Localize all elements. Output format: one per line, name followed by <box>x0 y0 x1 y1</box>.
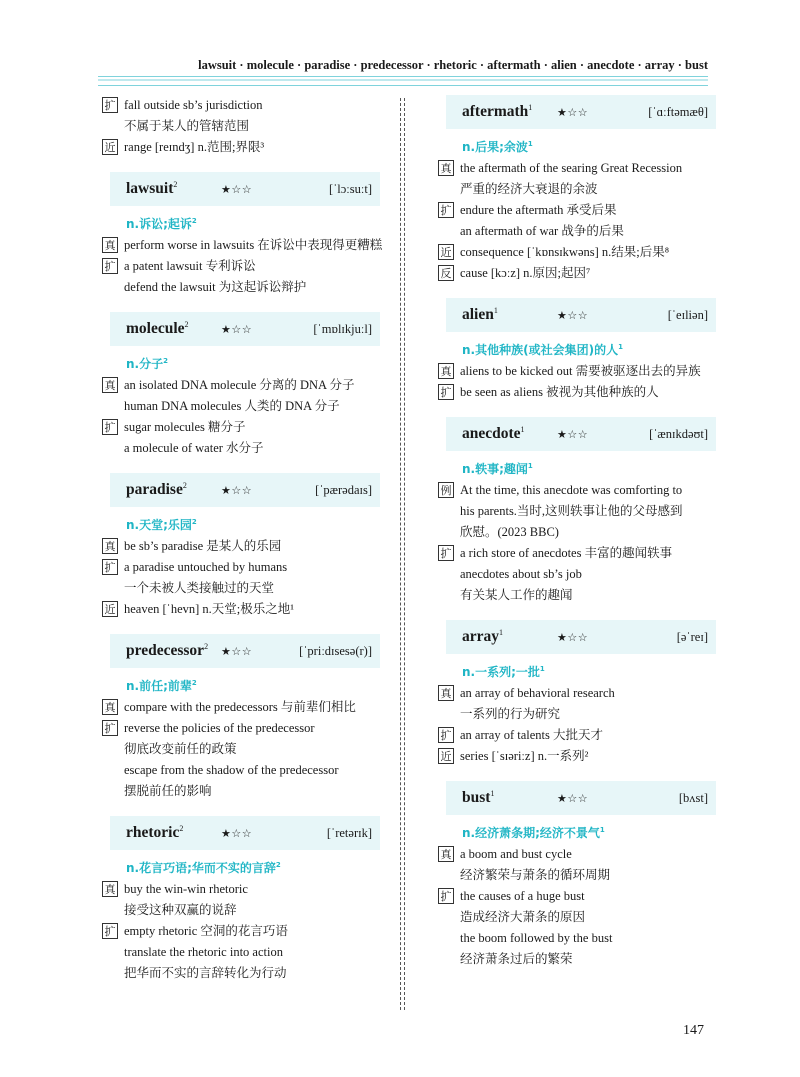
definition-text: n.经济萧条期;经济不景气 <box>462 826 600 840</box>
label-tag-icon: 扩 <box>438 202 454 218</box>
definition-text: n.后果;余波 <box>462 140 528 154</box>
line-text: a rich store of anecdotes 丰富的趣闻轶事 <box>460 546 673 560</box>
line-text: the boom followed by the bust <box>460 931 613 945</box>
label-tag-icon: 扩 <box>102 720 118 736</box>
line-text: buy the win-win rhetoric <box>124 882 248 896</box>
entry-headword-bar <box>118 172 380 206</box>
definition <box>462 341 723 358</box>
star-rating-icon: ★☆☆ <box>557 309 589 322</box>
entry-line <box>438 746 723 767</box>
entry-headword-bar <box>454 620 716 654</box>
line-text: a molecule of water 水分子 <box>124 441 264 455</box>
entry-line <box>102 760 387 781</box>
headword <box>126 642 221 660</box>
entry-line <box>438 179 723 200</box>
entry-bust <box>438 781 723 970</box>
entry-line <box>102 879 387 900</box>
label-tag-icon: 扩 <box>438 727 454 743</box>
indent-spacer <box>102 578 124 599</box>
phonetic: [ˈeɪliən] <box>667 307 708 322</box>
headword-text: array <box>462 628 500 646</box>
line-text: an aftermath of war 战争的后果 <box>460 224 624 238</box>
line-text: heaven [ˈhevn] n.天堂;极乐之地¹ <box>124 602 295 616</box>
entry-line <box>438 928 723 949</box>
entry-line <box>438 844 723 865</box>
definition <box>126 516 387 533</box>
entry-line <box>102 256 387 277</box>
line-text: be sb’s paradise 是某人的乐园 <box>124 539 282 553</box>
headword <box>126 320 221 338</box>
entry-line <box>438 683 723 704</box>
indent-spacer <box>102 277 124 298</box>
entry-molecule <box>102 312 387 459</box>
label-tag-icon: 真 <box>102 377 118 393</box>
indent-spacer <box>102 396 124 417</box>
phonetic: [ˈlɔːsuːt] <box>328 181 372 196</box>
line-text: range [reɪndʒ] n.范围;界限³ <box>124 140 265 154</box>
headword <box>462 789 557 807</box>
line-text: 有关某人工作的趣闻 <box>460 588 573 602</box>
indent-spacer <box>438 564 460 585</box>
indent-spacer <box>438 907 460 928</box>
definition-frequency: 1 <box>599 826 605 834</box>
definition <box>126 677 387 694</box>
indent-spacer <box>102 963 124 984</box>
page-number: 147 <box>683 1023 704 1038</box>
label-tag-icon: 扩 <box>102 559 118 575</box>
definition <box>126 215 387 232</box>
line-text: fall outside sb’s jurisdiction <box>124 98 263 112</box>
definition-frequency: 2 <box>275 861 281 869</box>
line-text: 造成经济大萧条的原因 <box>460 910 586 924</box>
entry-headword-bar <box>118 634 380 668</box>
definition-text: n.诉讼;起诉 <box>126 217 192 231</box>
entry-headword-bar <box>118 312 380 346</box>
entry-headword-bar <box>454 781 716 815</box>
star-rating-icon: ★☆☆ <box>221 484 253 497</box>
indent-spacer <box>102 760 124 781</box>
indent-spacer <box>438 501 460 522</box>
headword <box>462 103 557 121</box>
continued-entry <box>102 95 387 158</box>
indent-spacer <box>438 179 460 200</box>
line-text: anecdotes about sb’s job <box>460 567 582 581</box>
star-rating-icon: ★☆☆ <box>557 106 589 119</box>
entry-line <box>102 900 387 921</box>
label-tag-icon: 扩 <box>102 258 118 274</box>
entry-line <box>102 438 387 459</box>
line-text: compare with the predecessors 与前辈们相比 <box>124 700 356 714</box>
headword <box>462 306 557 324</box>
entry-line <box>102 578 387 599</box>
headword <box>462 425 557 443</box>
indent-spacer <box>438 704 460 725</box>
line-text: series [ˈsɪəriːz] n.一系列² <box>460 749 589 763</box>
headword-text: bust <box>462 789 491 807</box>
phonetic: [ˈmɒlɪkjuːl] <box>313 321 372 336</box>
label-tag-icon: 真 <box>102 881 118 897</box>
line-text: a patent lawsuit 专利诉讼 <box>124 259 256 273</box>
entry-line <box>438 361 723 382</box>
definition-text: n.天堂;乐园 <box>126 518 192 532</box>
headword-text: molecule <box>126 320 185 338</box>
definition-text: n.其他种族(或社会集团)的人 <box>462 343 619 357</box>
entry-line <box>102 963 387 984</box>
entry-line <box>102 137 387 158</box>
definition-text: n.一系列;一批 <box>462 665 540 679</box>
phonetic: [bʌst] <box>678 790 708 805</box>
label-tag-icon: 近 <box>102 139 118 155</box>
definition-frequency: 1 <box>539 665 545 673</box>
headword-text: alien <box>462 306 494 324</box>
line-text: empty rhetoric 空洞的花言巧语 <box>124 924 288 938</box>
entry-line <box>102 697 387 718</box>
label-tag-icon: 真 <box>102 538 118 554</box>
entry-line <box>438 480 723 501</box>
entry-line <box>438 522 723 543</box>
headword-frequency: 1 <box>520 424 525 434</box>
line-text: 欣慰。(2023 BBC) <box>460 525 559 539</box>
headword-frequency: 2 <box>182 480 187 490</box>
headword <box>126 824 221 842</box>
label-tag-icon: 扩 <box>438 545 454 561</box>
entry-line <box>102 942 387 963</box>
line-text: 接受这种双赢的说辞 <box>124 903 237 917</box>
phonetic: [ˈpærədaɪs] <box>315 482 372 497</box>
line-text: cause [kɔːz] n.原因;起因⁷ <box>460 266 591 280</box>
line-text: an array of talents 大批天才 <box>460 728 604 742</box>
entry-line <box>102 781 387 802</box>
line-text: reverse the policies of the predecessor <box>124 721 315 735</box>
headword-text: predecessor <box>126 642 205 660</box>
star-rating-icon: ★☆☆ <box>221 323 253 336</box>
page-header: lawsuit · molecule · paradise · predecessor · rhetoric · aftermath · alien · anecdote · array · bust <box>198 58 708 72</box>
phonetic: [əˈreɪ] <box>676 629 708 644</box>
entry-line <box>102 557 387 578</box>
line-text: aliens to be kicked out 需要被驱逐出去的异族 <box>460 364 701 378</box>
label-tag-icon: 真 <box>438 685 454 701</box>
entry-line <box>102 235 387 256</box>
entry-line <box>438 221 723 242</box>
header-rule <box>98 76 708 86</box>
label-tag-icon: 反 <box>438 265 454 281</box>
line-text: an isolated DNA molecule 分离的 DNA 分子 <box>124 378 355 392</box>
line-text: defend the lawsuit 为这起诉讼辩护 <box>124 280 307 294</box>
line-text: be seen as aliens 被视为其他种族的人 <box>460 385 659 399</box>
line-text: human DNA molecules 人类的 DNA 分子 <box>124 399 340 413</box>
definition-frequency: 2 <box>191 679 197 687</box>
definition <box>126 355 387 372</box>
indent-spacer <box>438 522 460 543</box>
headword-frequency: 2 <box>204 641 209 651</box>
line-text: a boom and bust cycle <box>460 847 572 861</box>
indent-spacer <box>102 942 124 963</box>
entry-line <box>438 725 723 746</box>
definition <box>462 460 723 477</box>
line-text: a paradise untouched by humans <box>124 560 288 574</box>
entry-line <box>438 886 723 907</box>
entry-alien <box>438 298 723 403</box>
entry-line <box>438 501 723 522</box>
entry-line <box>438 907 723 928</box>
headword-frequency: 1 <box>493 305 498 315</box>
entry-line <box>102 95 387 116</box>
indent-spacer <box>438 949 460 970</box>
headword-text: anecdote <box>462 425 521 443</box>
headword-frequency: 1 <box>499 627 504 637</box>
label-tag-icon: 扩 <box>102 923 118 939</box>
indent-spacer <box>102 900 124 921</box>
definition-frequency: 2 <box>163 357 168 365</box>
star-rating-icon: ★☆☆ <box>557 631 589 644</box>
label-tag-icon: 近 <box>438 244 454 260</box>
headword <box>126 180 221 198</box>
star-rating-icon: ★☆☆ <box>221 827 253 840</box>
headword <box>462 628 557 646</box>
entry-line <box>102 718 387 739</box>
entry-line <box>438 242 723 263</box>
definition <box>462 824 723 841</box>
label-tag-icon: 真 <box>102 699 118 715</box>
definition-frequency: 1 <box>527 462 533 470</box>
line-text: his parents.当时,这则轶事让他的父母感到 <box>460 504 683 518</box>
headword-frequency: 1 <box>528 102 533 112</box>
label-tag-icon: 近 <box>102 601 118 617</box>
label-tag-icon: 扩 <box>102 419 118 435</box>
line-text: 一系列的行为研究 <box>460 707 561 721</box>
entry-line <box>438 543 723 564</box>
column-divider <box>400 98 405 1010</box>
indent-spacer <box>102 116 124 137</box>
line-text: sugar molecules 糖分子 <box>124 420 246 434</box>
entry-predecessor <box>102 634 387 802</box>
definition-frequency: 2 <box>191 518 197 526</box>
definition-text: n.前任;前辈 <box>126 679 192 693</box>
label-tag-icon: 真 <box>438 363 454 379</box>
phonetic: [ˈretərɪk] <box>326 825 372 840</box>
entry-line <box>438 704 723 725</box>
entry-line <box>102 417 387 438</box>
entry-headword-bar <box>454 95 716 129</box>
headword-frequency: 1 <box>490 788 495 798</box>
entry-line <box>438 949 723 970</box>
line-text: 不属于某人的管辖范围 <box>124 119 250 133</box>
entry-headword-bar <box>454 298 716 332</box>
definition-frequency: 2 <box>191 217 197 225</box>
indent-spacer <box>102 438 124 459</box>
line-text: 彻底改变前任的政策 <box>124 742 237 756</box>
indent-spacer <box>102 739 124 760</box>
definition-text: n.花言巧语;华而不实的言辞 <box>126 861 276 875</box>
headword-frequency: 2 <box>179 823 184 833</box>
entry-line <box>438 585 723 606</box>
line-text: translate the rhetoric into action <box>124 945 283 959</box>
line-text: the aftermath of the searing Great Recession <box>460 161 683 175</box>
entry-line <box>438 865 723 886</box>
entry-line <box>438 158 723 179</box>
entry-line <box>438 564 723 585</box>
headword-frequency: 2 <box>173 179 178 189</box>
label-tag-icon: 例 <box>438 482 454 498</box>
headword-text: paradise <box>126 481 183 499</box>
star-rating-icon: ★☆☆ <box>221 183 253 196</box>
line-text: escape from the shadow of the predecessor <box>124 763 339 777</box>
headword-text: lawsuit <box>126 180 174 198</box>
line-text: perform worse in lawsuits 在诉讼中表现得更糟糕 <box>124 238 383 252</box>
indent-spacer <box>438 928 460 949</box>
line-text: an array of behavioral research <box>460 686 615 700</box>
label-tag-icon: 扩 <box>438 384 454 400</box>
entry-headword-bar <box>118 816 380 850</box>
definition-frequency: 1 <box>618 343 623 351</box>
entry-line <box>102 277 387 298</box>
indent-spacer <box>438 585 460 606</box>
label-tag-icon: 真 <box>102 237 118 253</box>
entry-paradise <box>102 473 387 620</box>
phonetic: [ˈænɪkdəʊt] <box>649 426 708 441</box>
entry-line <box>438 382 723 403</box>
entry-headword-bar <box>454 417 716 451</box>
label-tag-icon: 真 <box>438 160 454 176</box>
definition-frequency: 1 <box>527 140 533 148</box>
entry-line <box>438 263 723 284</box>
entry-array <box>438 620 723 767</box>
line-text: 一个未被人类接触过的天堂 <box>124 581 275 595</box>
line-text: 把华而不实的言辞转化为行动 <box>124 966 287 980</box>
definition <box>462 138 723 155</box>
indent-spacer <box>438 221 460 242</box>
star-rating-icon: ★☆☆ <box>221 645 253 658</box>
star-rating-icon: ★☆☆ <box>557 792 589 805</box>
definition <box>462 663 723 680</box>
entry-aftermath <box>438 95 723 284</box>
headword <box>126 481 221 499</box>
indent-spacer <box>438 865 460 886</box>
definition-text: n.轶事;趣闻 <box>462 462 528 476</box>
entry-rhetoric <box>102 816 387 984</box>
entry-anecdote <box>438 417 723 606</box>
entry-line <box>102 375 387 396</box>
entry-lawsuit <box>102 172 387 298</box>
indent-spacer <box>102 781 124 802</box>
label-tag-icon: 近 <box>438 748 454 764</box>
headword-frequency: 2 <box>184 319 189 329</box>
line-text: 经济繁荣与萧条的循环周期 <box>460 868 611 882</box>
phonetic: [ˈɑːftəmæθ] <box>648 104 708 119</box>
line-text: endure the aftermath 承受后果 <box>460 203 617 217</box>
label-tag-icon: 扩 <box>102 97 118 113</box>
definition <box>126 859 387 876</box>
entry-line <box>102 396 387 417</box>
right-column <box>438 95 723 984</box>
phonetic: [ˈpriːdɪsesə(r)] <box>299 643 372 658</box>
entry-line <box>102 599 387 620</box>
entry-line <box>438 200 723 221</box>
line-text: 严重的经济大衰退的余波 <box>460 182 598 196</box>
entry-headword-bar <box>118 473 380 507</box>
line-text: 经济萧条过后的繁荣 <box>460 952 573 966</box>
entry-line <box>102 921 387 942</box>
entry-line <box>102 116 387 137</box>
line-text: consequence [ˈkɒnsɪkwəns] n.结果;后果⁸ <box>460 245 670 259</box>
entry-line <box>102 739 387 760</box>
definition-text: n.分子 <box>126 357 164 371</box>
label-tag-icon: 真 <box>438 846 454 862</box>
line-text: 摆脱前任的影响 <box>124 784 212 798</box>
line-text: the causes of a huge bust <box>460 889 585 903</box>
headword-text: aftermath <box>462 103 529 121</box>
left-column <box>102 95 387 998</box>
headword-text: rhetoric <box>126 824 180 842</box>
label-tag-icon: 扩 <box>438 888 454 904</box>
line-text: At the time, this anecdote was comforting to <box>460 483 683 497</box>
star-rating-icon: ★☆☆ <box>557 428 589 441</box>
entry-line <box>102 536 387 557</box>
